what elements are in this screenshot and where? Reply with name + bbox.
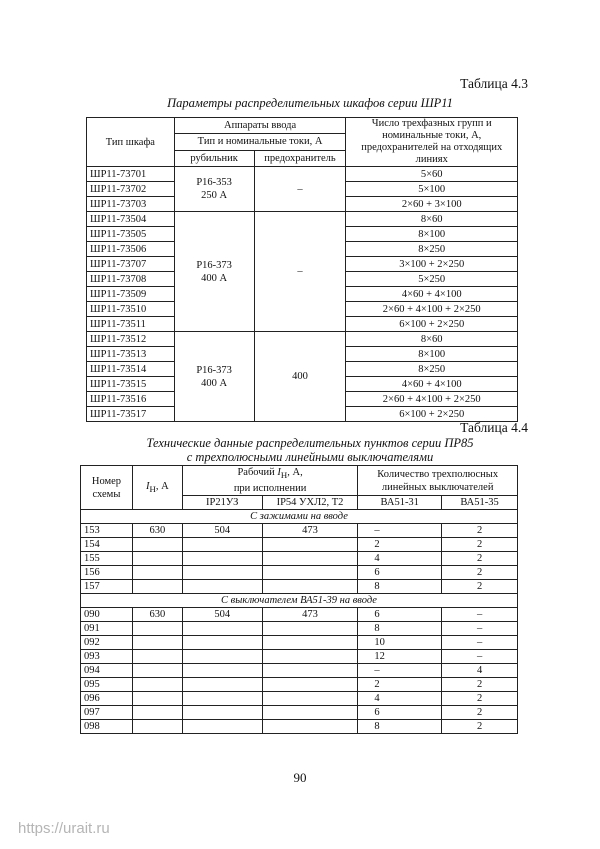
count-va51-31: – xyxy=(358,524,442,538)
count-va51-35: 2 xyxy=(442,720,518,734)
switch-type: Р16-373 xyxy=(196,364,232,376)
cabinet-type: ШР11-73505 xyxy=(87,227,175,242)
cabinet-type: ШР11-73516 xyxy=(87,392,175,407)
current-ip21 xyxy=(182,692,262,706)
outgoing-lines: 5×60 xyxy=(346,167,518,182)
count-va51-35: 2 xyxy=(442,706,518,720)
cabinet-type: ШР11-73702 xyxy=(87,182,175,197)
outgoing-lines: 8×250 xyxy=(346,242,518,257)
header-switch: рубильник xyxy=(174,150,254,166)
outgoing-lines: 5×250 xyxy=(346,272,518,287)
scheme-number: 095 xyxy=(81,678,133,692)
count-va51-35: 2 xyxy=(442,678,518,692)
count-va51-35: – xyxy=(442,636,518,650)
cabinet-type: ШР11-73509 xyxy=(87,287,175,302)
cabinet-type: ШР11-73504 xyxy=(87,212,175,227)
current-ip54 xyxy=(262,538,358,552)
cabinet-type: ШР11-73708 xyxy=(87,272,175,287)
current-ip21 xyxy=(182,636,262,650)
table-row xyxy=(87,212,518,227)
header-count: Количество трехполюсных линейных выключателей xyxy=(358,466,518,496)
nominal-current xyxy=(132,692,182,706)
cabinet-type: ШР11-73506 xyxy=(87,242,175,257)
current-ip54: 473 xyxy=(262,608,358,622)
section-label: С зажимами на вводе xyxy=(81,510,518,524)
outgoing-lines: 2×60 + 4×100 + 2×250 xyxy=(346,302,518,317)
outgoing-lines: 5×100 xyxy=(346,182,518,197)
table-row xyxy=(81,552,518,566)
current-ip54 xyxy=(262,706,358,720)
count-va51-31: 10 xyxy=(358,636,442,650)
table-row xyxy=(81,706,518,720)
header-groups: Число трехфазных групп и номинальные токи, А, предохранителей на отходящих линиях xyxy=(346,118,518,167)
table-4-4 xyxy=(80,465,518,734)
nominal-current xyxy=(132,566,182,580)
table-row xyxy=(81,664,518,678)
table-row xyxy=(81,692,518,706)
header-type: Тип шкафа xyxy=(87,118,175,167)
header-va51-31: ВА51-31 xyxy=(358,496,442,510)
count-va51-35: – xyxy=(442,608,518,622)
header-scheme-num: Номер схемы xyxy=(81,466,133,510)
current-ip54 xyxy=(262,566,358,580)
outgoing-lines: 8×100 xyxy=(346,347,518,362)
cabinet-type: ШР11-73515 xyxy=(87,377,175,392)
scheme-number: 156 xyxy=(81,566,133,580)
switch-current: 250 А xyxy=(201,190,228,201)
page-number: 90 xyxy=(293,770,307,785)
nominal-current xyxy=(132,706,182,720)
scheme-number: 096 xyxy=(81,692,133,706)
section-row xyxy=(81,594,518,608)
scheme-number: 153 xyxy=(81,524,133,538)
scheme-number: 157 xyxy=(81,580,133,594)
switch-type: Р16-373 xyxy=(196,259,232,271)
count-va51-35: 2 xyxy=(442,580,518,594)
count-va51-35: 2 xyxy=(442,566,518,580)
table-row xyxy=(81,678,518,692)
nominal-current xyxy=(132,664,182,678)
current-ip21 xyxy=(182,538,262,552)
count-va51-35: 4 xyxy=(442,664,518,678)
current-ip54 xyxy=(262,552,358,566)
outgoing-lines: 2×60 + 4×100 + 2×250 xyxy=(346,392,518,407)
table-row xyxy=(81,608,518,622)
cabinet-type: ШР11-73707 xyxy=(87,257,175,272)
nominal-current xyxy=(132,650,182,664)
table-row xyxy=(81,580,518,594)
outgoing-lines: 4×60 + 4×100 xyxy=(346,287,518,302)
table-4-4-title-line2: с трехполюсными линейными выключателями xyxy=(186,450,434,464)
table-4-4-title-line1: Технические данные распределительных пунктов серии ПР85 xyxy=(146,436,474,450)
nominal-current: 630 xyxy=(132,524,182,538)
count-va51-35: 2 xyxy=(442,692,518,706)
switch-current: 400 А xyxy=(201,272,228,284)
count-va51-35: 2 xyxy=(442,552,518,566)
header-apparatus: Аппараты ввода xyxy=(174,118,346,134)
table-row xyxy=(81,566,518,580)
current-ip21 xyxy=(182,650,262,664)
table-4-3-title: Параметры распределительных шкафов серии ШР11 xyxy=(167,96,453,110)
nominal-current xyxy=(132,636,182,650)
scheme-number: 154 xyxy=(81,538,133,552)
scheme-number: 092 xyxy=(81,636,133,650)
current-ip21 xyxy=(182,566,262,580)
current-ip54: 473 xyxy=(262,524,358,538)
count-va51-35: – xyxy=(442,622,518,636)
current-ip21: 504 xyxy=(182,524,262,538)
fuse-cell: 400 xyxy=(254,332,346,422)
current-ip21: 504 xyxy=(182,608,262,622)
count-va51-31: 8 xyxy=(358,720,442,734)
count-va51-31: 2 xyxy=(358,678,442,692)
header-ip21: IP21УЗ xyxy=(182,496,262,510)
table-4-3-number: Таблица 4.3 xyxy=(460,76,528,91)
cabinet-type: ШР11-73703 xyxy=(87,197,175,212)
count-va51-31: 4 xyxy=(358,692,442,706)
cabinet-type: ШР11-73511 xyxy=(87,317,175,332)
switch-type: Р16-353 xyxy=(196,177,232,188)
current-ip21 xyxy=(182,720,262,734)
table-4-4-number: Таблица 4.4 xyxy=(460,420,528,435)
current-ip21 xyxy=(182,622,262,636)
outgoing-lines: 3×100 + 2×250 xyxy=(346,257,518,272)
outgoing-lines: 6×100 + 2×250 xyxy=(346,317,518,332)
switch-cell xyxy=(174,332,254,422)
section-row xyxy=(81,510,518,524)
scheme-number: 094 xyxy=(81,664,133,678)
nominal-current xyxy=(132,720,182,734)
header-working: Рабочий $I_Н$, А, при исполнении xyxy=(182,466,358,496)
count-va51-35: 2 xyxy=(442,538,518,552)
scheme-number: 091 xyxy=(81,622,133,636)
outgoing-lines: 4×60 + 4×100 xyxy=(346,377,518,392)
fuse-cell: – xyxy=(254,167,346,212)
cabinet-type: ШР11-73701 xyxy=(87,167,175,182)
outgoing-lines: 8×60 xyxy=(346,212,518,227)
current-ip21 xyxy=(182,706,262,720)
nominal-current xyxy=(132,678,182,692)
current-ip21 xyxy=(182,580,262,594)
current-ip21 xyxy=(182,552,262,566)
nominal-current xyxy=(132,552,182,566)
nominal-current xyxy=(132,538,182,552)
scheme-number: 090 xyxy=(81,608,133,622)
outgoing-lines: 8×100 xyxy=(346,227,518,242)
count-va51-35: – xyxy=(442,650,518,664)
outgoing-lines: 8×60 xyxy=(346,332,518,347)
table-4-3 xyxy=(86,117,518,422)
nominal-current: 630 xyxy=(132,608,182,622)
cabinet-type: ШР11-73517 xyxy=(87,407,175,422)
current-ip54 xyxy=(262,636,358,650)
cabinet-type: ШР11-73514 xyxy=(87,362,175,377)
header-ip54: IP54 УХЛ2, Т2 xyxy=(262,496,358,510)
count-va51-31: 6 xyxy=(358,608,442,622)
current-ip54 xyxy=(262,720,358,734)
switch-cell xyxy=(174,167,254,212)
header-in: $I_Н$, А xyxy=(132,466,182,510)
count-va51-31: – xyxy=(358,664,442,678)
outgoing-lines: 8×250 xyxy=(346,362,518,377)
count-va51-35: 2 xyxy=(442,524,518,538)
current-ip54 xyxy=(262,692,358,706)
cabinet-type: ШР11-73510 xyxy=(87,302,175,317)
cabinet-type: ШР11-73512 xyxy=(87,332,175,347)
count-va51-31: 6 xyxy=(358,566,442,580)
table-row xyxy=(81,650,518,664)
nominal-current xyxy=(132,622,182,636)
section-label: С выключателем ВА51-39 на вводе xyxy=(81,594,518,608)
table-row xyxy=(81,622,518,636)
current-ip54 xyxy=(262,622,358,636)
table-row xyxy=(87,167,518,182)
count-va51-31: 12 xyxy=(358,650,442,664)
switch-cell xyxy=(174,212,254,332)
current-ip54 xyxy=(262,580,358,594)
watermark: https://urait.ru xyxy=(18,820,110,837)
switch-current: 400 А xyxy=(201,377,228,389)
table-row xyxy=(81,720,518,734)
outgoing-lines: 2×60 + 3×100 xyxy=(346,197,518,212)
current-ip21 xyxy=(182,664,262,678)
nominal-current xyxy=(132,580,182,594)
current-ip54 xyxy=(262,664,358,678)
fuse-cell: – xyxy=(254,212,346,332)
count-va51-31: 4 xyxy=(358,552,442,566)
cabinet-type: ШР11-73513 xyxy=(87,347,175,362)
table-row xyxy=(81,524,518,538)
current-ip54 xyxy=(262,650,358,664)
scheme-number: 155 xyxy=(81,552,133,566)
scheme-number: 098 xyxy=(81,720,133,734)
scheme-number: 097 xyxy=(81,706,133,720)
count-va51-31: 8 xyxy=(358,580,442,594)
header-fuse: предохранитель xyxy=(254,150,346,166)
scheme-number: 093 xyxy=(81,650,133,664)
outgoing-lines: 6×100 + 2×250 xyxy=(346,407,518,422)
table-row xyxy=(81,636,518,650)
count-va51-31: 6 xyxy=(358,706,442,720)
count-va51-31: 8 xyxy=(358,622,442,636)
header-va51-35: ВА51-35 xyxy=(442,496,518,510)
count-va51-31: 2 xyxy=(358,538,442,552)
table-row xyxy=(87,332,518,347)
current-ip54 xyxy=(262,678,358,692)
header-type-currents: Тип и номинальные токи, А xyxy=(174,134,346,150)
current-ip21 xyxy=(182,678,262,692)
table-row xyxy=(81,538,518,552)
